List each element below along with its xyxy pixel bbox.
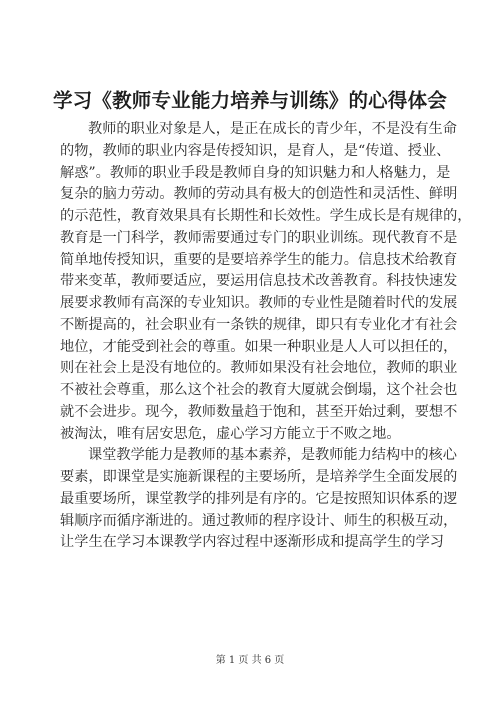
paragraph-line: 辑顺序而循序渐进的。通过教师的程序设计、师生的积极互动， — [60, 512, 458, 529]
paragraph-line: 教育是一门科学，教师需要通过专门的职业训练。现代教育不是 — [60, 229, 458, 246]
paragraph-line: 让学生在学习本课教学内容过程中逐渐形成和提高学生的学习 — [60, 534, 444, 551]
paragraph-line: 课堂教学能力是教师的基本素养，是教师能力结构中的核心 — [88, 447, 457, 464]
paragraph-line: 不被社会尊重，那么这个社会的教育大厦就会倒塌，这个社会也 — [60, 382, 458, 398]
paragraph-line: 的物，教师的职业内容是传授知识，是育人，是“传道、授业、 — [60, 142, 451, 159]
paragraph-line: 最重要场所，课堂教学的排列是有序的。它是按照知识体系的逻 — [60, 490, 458, 507]
paragraph-line: 被淘汰，唯有居安思危，虚心学习方能立于不败之地。 — [60, 425, 401, 442]
paragraph-2 — [60, 445, 458, 554]
paragraph-line: 带来变革，教师要适应，要运用信息技术改善教育。科技快速发 — [60, 273, 458, 290]
paragraph-line: 解惑”。教师的职业手段是教师自身的知识魅力和人格魅力，是 — [60, 164, 451, 181]
paragraph-line: 展要求教师有高深的专业知识。教师的专业性是随着时代的发展 — [60, 295, 458, 311]
paragraph-line: 的示范性，教育效果具有长期性和长效性。学生成长是有规律的， — [60, 208, 472, 224]
paragraph-line: 则在社会上是没有地位的。教师如果没有社会地位，教师的职业 — [60, 360, 458, 377]
paragraph-line: 地位，才能受到社会的尊重。如果一种职业是人人可以担任的， — [60, 338, 458, 355]
paragraph-line: 就不会进步。现今，教师数量趋于饱和，甚至开始过剩，要想不 — [60, 403, 458, 420]
paragraph-line: 复杂的脑力劳动。教师的劳动具有极大的创造性和灵活性、鲜明 — [60, 186, 458, 203]
paragraph-line: 简单地传授知识，重要的是要培养学生的能力。信息技术给教育 — [60, 251, 458, 268]
paragraph-line: 要素，即课堂是实施新课程的主要场所，是培养学生全面发展的 — [60, 469, 458, 485]
paragraph-1 — [60, 119, 472, 445]
page-footer: 第 1 页 共 6 页 — [215, 655, 285, 666]
document-body — [60, 119, 472, 554]
document-title: 学习《教师专业能力培养与训练》的心得体会 — [52, 89, 447, 112]
paragraph-line: 不断提高的，社会职业有一条铁的规律，即只有专业化才有社会 — [60, 316, 458, 333]
paragraph-line: 教师的职业对象是人，是正在成长的青少年，不是没有生命 — [88, 121, 457, 137]
